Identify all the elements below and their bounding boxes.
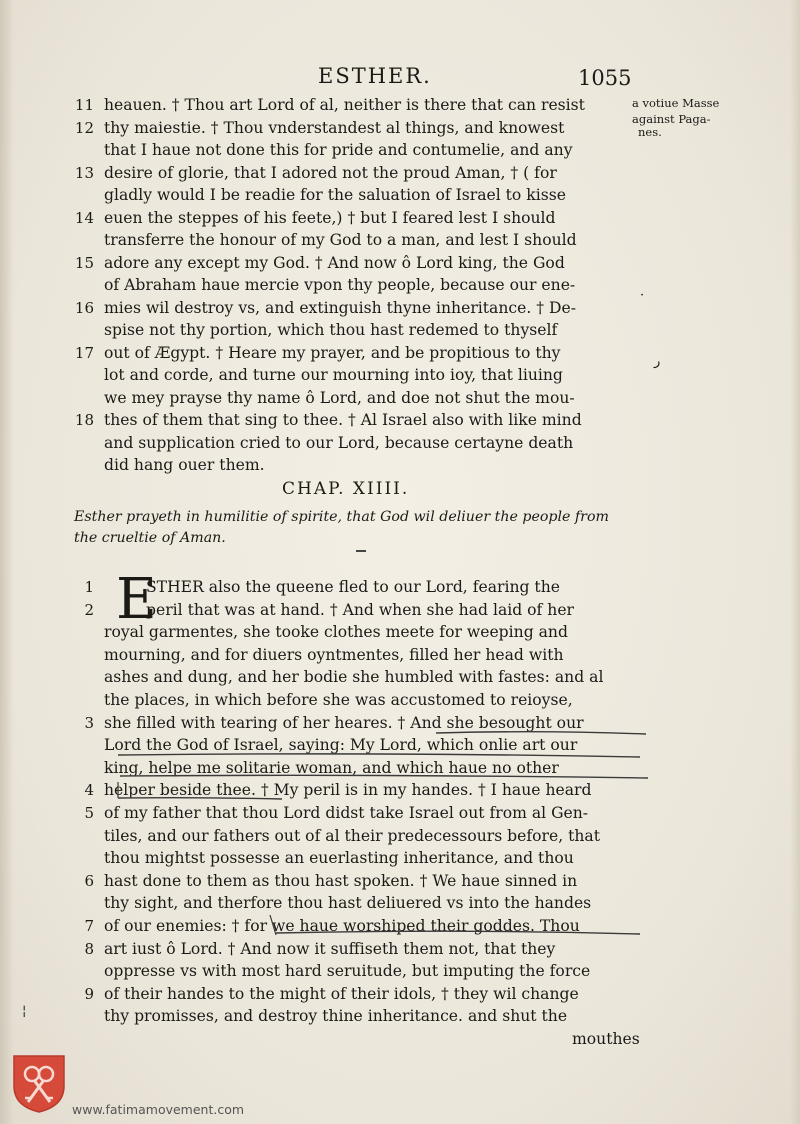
text-line: art iust ô Lord. † And now it suffiseth them not, that they <box>104 939 556 958</box>
text-line: oppresse vs with most hard seruitude, but imputing the force <box>104 962 591 981</box>
text-line: and supplication cried to our Lord, because certayne death <box>104 433 574 452</box>
verse-number: 17 <box>74 343 94 362</box>
verse-number: 13 <box>74 163 94 182</box>
underline-mark <box>436 732 646 734</box>
text-line: ashes and dung, and her bodie she humbled with fastes: and al <box>104 668 604 687</box>
verse-number: 18 <box>74 411 94 429</box>
verse-number: 7 <box>84 917 94 935</box>
verse-number: 3 <box>84 713 94 732</box>
chapter-summary-line: the crueltie of Aman. <box>74 530 226 546</box>
verse-number: 12 <box>74 118 94 137</box>
catchword: mouthes <box>572 1030 640 1048</box>
text-line: out of Ægypt. † Heare my prayer, and be propitious to thy <box>104 343 561 362</box>
text-line: king, helpe me solitarie woman, and which haue no other <box>104 758 559 777</box>
text-line: of our enemies: † for we haue worshiped their goddes. Thou <box>104 917 580 935</box>
text-line: helper beside thee. † My peril is in my handes. † I haue heard <box>104 781 592 800</box>
margin-mark: ¦ <box>22 1004 27 1019</box>
verse-number: 2 <box>84 600 94 619</box>
verse-number: 16 <box>74 298 94 317</box>
text-line: lot and corde, and turne our mourning into ioy, that liuing <box>104 366 563 384</box>
text-line: we mey prayse thy name ô Lord, and doe not shut the mou- <box>104 388 575 407</box>
text-line: that I haue not done this for pride and contumelie, and any <box>104 141 573 159</box>
text-line: of my father that thou Lord didst take Israel out from al Gen- <box>104 804 589 822</box>
text-line: heauen. † Thou art Lord of al, neither is there that can resist <box>104 96 585 114</box>
verse-number: 9 <box>84 984 94 1003</box>
underline-mark <box>118 754 640 757</box>
margin-note: a votiue Masse <box>632 96 720 110</box>
text-line: the places, in which before she was accustomed to reioyse, <box>104 691 573 709</box>
chapter-heading: CHAP. XIIII. <box>282 479 410 499</box>
page-number: 1055 <box>578 66 632 90</box>
text-line: Lord the God of Israel, saying: My Lord, which onlie art our <box>104 736 578 755</box>
text-line: euen the steppes of his feete,) † but I feared lest I should <box>104 208 556 227</box>
verse-number: 5 <box>84 804 94 822</box>
text-line: mies wil destroy vs, and extinguish thyne inheritance. † De- <box>104 298 576 317</box>
text-line: peril that was at hand. † And when she had laid of her <box>146 600 575 619</box>
text-line: mourning, and for diuers oyntmentes, filled her head with <box>104 645 564 664</box>
text-line: spise not thy portion, which thou hast redemed to thyself <box>104 321 558 339</box>
text-line: STHER also the queene fled to our Lord, fearing the <box>146 578 560 596</box>
verse-number: 4 <box>84 781 94 800</box>
verse-number: 8 <box>84 939 94 958</box>
text-line: thy maiestie. † Thou vnderstandest al things, and knowest <box>104 118 565 137</box>
underline-mark <box>270 915 276 935</box>
verse-number: 11 <box>74 96 94 114</box>
text-line: desire of glorie, that I adored not the proud Aman, † ( for <box>104 163 557 182</box>
text-line: thy promisses, and destroy thine inheritance. and shut the <box>104 1007 568 1026</box>
underline-mark <box>120 775 648 778</box>
margin-mark: · <box>640 288 645 303</box>
text-line: of Abraham haue mercie vpon thy people, because our ene- <box>104 276 576 294</box>
running-head-title: ESTHER. <box>318 64 432 88</box>
margin-note: against Paga- <box>632 112 711 126</box>
text-line: gladly would I be readie for the saluation of Israel to kisse <box>104 186 566 204</box>
text-line: adore any except my God. † And now ô Lord king, the God <box>104 253 565 272</box>
text-line: transferre the honour of my God to a man, and lest I should <box>104 231 577 249</box>
footer-url[interactable]: www.fatimamovement.com <box>72 1102 245 1117</box>
text-line: did hang ouer them. <box>104 456 265 474</box>
text-line: hast done to them as thou hast spoken. † We haue sinned in <box>104 871 578 890</box>
underline-mark <box>118 798 282 799</box>
text-line: thes of them that sing to thee. † Al Israel also with like mind <box>104 411 582 429</box>
margin-mark: ر <box>654 354 661 369</box>
verse-number: 14 <box>74 208 94 227</box>
text-line: she filled with tearing of her heares. † And she besought our <box>104 713 584 732</box>
text-line: royal garmentes, she tooke clothes meete for weeping and <box>104 623 568 642</box>
drop-cap-initial: E <box>116 567 157 632</box>
text-line: thy sight, and therfore thou hast deliuered vs into the handes <box>104 894 592 913</box>
text-line: of their handes to the might of their idols, † they wil change <box>104 984 579 1003</box>
verse-number: 6 <box>84 871 94 890</box>
verse-number: 1 <box>84 578 94 596</box>
text-line: thou mightst possesse an euerlasting inheritance, and thou <box>104 849 574 868</box>
fatima-movement-logo-icon <box>10 1052 68 1114</box>
verse-number: 15 <box>74 253 94 272</box>
text-line: tiles, and our fathers out of al their predecessours before, that <box>104 826 601 845</box>
chapter-summary-line: Esther prayeth in humilitie of spirite, that God wil deliuer the people from <box>74 509 609 525</box>
margin-note: nes. <box>638 125 662 139</box>
underline-mark <box>276 931 640 934</box>
